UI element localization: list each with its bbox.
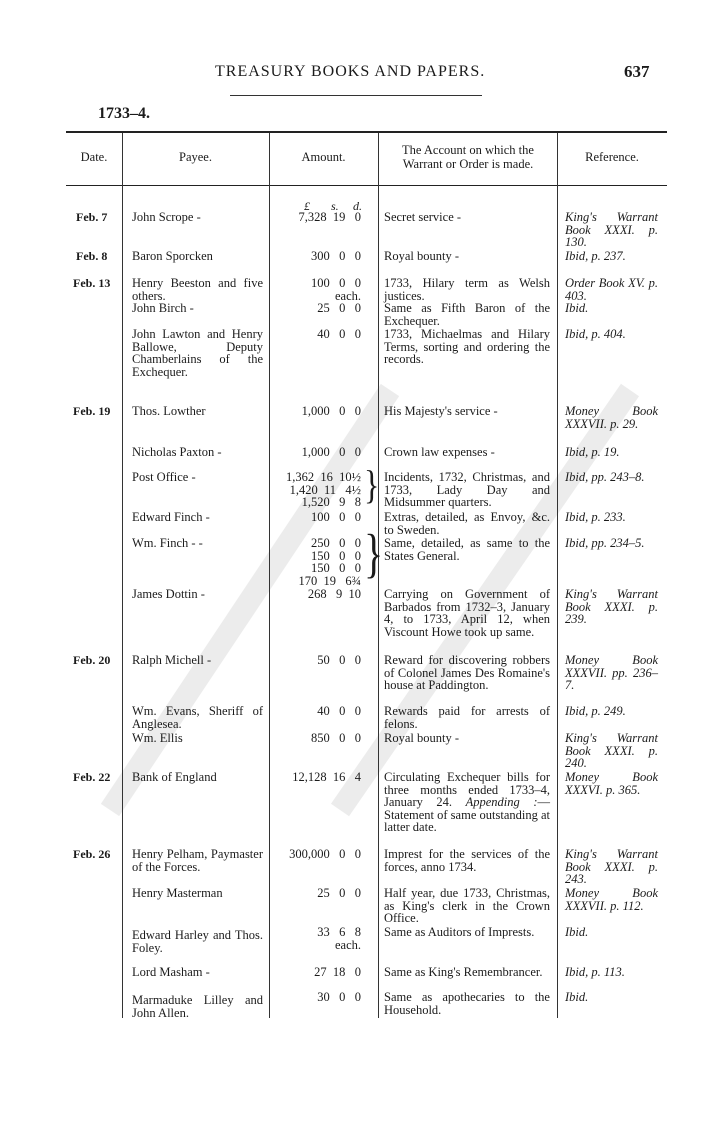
row-account: Same, detailed, as same to the States General. — [384, 536, 550, 563]
row-date: Feb. 7 — [76, 210, 108, 224]
row-account: Same as King's Remembrancer. — [384, 965, 543, 979]
row-reference: Ibid. — [565, 990, 589, 1004]
amount-brace-icon: } — [364, 522, 384, 584]
row-amount: 25 0 0 — [317, 886, 361, 900]
currency-pence: d. — [353, 199, 362, 213]
year-heading: 1733–4. — [98, 105, 150, 122]
row-amount: 1,000 0 0 — [301, 404, 361, 418]
row-reference: Ibid, p. 404. — [565, 327, 626, 341]
row-account: 1733, Hilary term as Welsh justices. — [384, 276, 550, 303]
page-number: 637 — [624, 62, 650, 81]
row-account: Reward for discovering robbers of Colonel James Des Romaine's house at Paddington. — [384, 653, 550, 692]
column-header-payee: Payee. — [179, 150, 212, 164]
table-top-rule — [66, 131, 667, 133]
column-divider — [557, 133, 558, 1018]
row-amount: 850 0 0 — [311, 731, 361, 745]
row-account: Secret service - — [384, 210, 462, 224]
row-amount: 300 0 0 — [311, 249, 361, 263]
running-title: TREASURY BOOKS AND PAPERS. — [215, 63, 486, 80]
row-reference: Money Book XXXVII. pp. 236–7. — [565, 653, 658, 692]
row-account: Same as Fifth Baron of the Exchequer. — [384, 301, 550, 328]
row-payee: John Birch - — [132, 301, 194, 315]
row-account-main: Circulating Exchequer bills for three months ended 1733–4, January 24. — [384, 770, 550, 809]
row-amount: 12,128 16 4 — [292, 770, 361, 784]
row-account-appending-label: Appending : — [465, 795, 538, 809]
column-header-date: Date. — [80, 150, 108, 164]
currency-pounds: £ — [304, 199, 310, 213]
row-reference: King's Warrant Book XXXI. p. 243. — [565, 847, 658, 886]
column-header-reference: Reference. — [585, 150, 639, 164]
row-date: Feb. 26 — [73, 847, 111, 861]
row-payee: Edward Harley and Thos. Foley. — [132, 928, 263, 955]
row-reference: Ibid, p. 19. — [565, 445, 620, 459]
row-date: Feb. 22 — [73, 770, 111, 784]
row-payee: Wm. Evans, Sheriff of Anglesea. — [132, 704, 263, 731]
row-account: Carrying on Government of Barbados from 1732–3, January 4, to 1733, April 12, when Viscount Howe took up same. — [384, 587, 550, 639]
header-rule — [230, 95, 482, 96]
row-amount: 7,328 19 0 — [298, 210, 361, 224]
row-reference: Ibid. — [565, 925, 589, 939]
row-amount: 30 0 0 — [317, 990, 361, 1004]
row-date: Feb. 20 — [73, 653, 111, 667]
row-account: Same as Auditors of Imprests. — [384, 925, 535, 939]
row-payee: John Scrope - — [132, 210, 201, 224]
row-payee: Baron Sporcken — [132, 249, 213, 263]
row-amount: 50 0 0 — [317, 653, 361, 667]
table-header-rule — [66, 185, 667, 186]
row-amount: 250 0 0 150 0 0 150 0 0 170 19 6¾ — [298, 536, 361, 588]
row-account: Royal bounty - — [384, 731, 459, 745]
row-payee: Bank of England — [132, 770, 217, 784]
row-amount: 1,000 0 0 — [301, 445, 361, 459]
row-amount: 40 0 0 — [317, 704, 361, 718]
row-payee: Henry Beeston and five others. — [132, 276, 263, 303]
row-amount: 100 0 0 each. — [311, 276, 361, 303]
row-account — [384, 771, 550, 834]
column-divider — [122, 133, 123, 1018]
row-amount: 300,000 0 0 — [289, 847, 361, 861]
row-account: Extras, detailed, as Envoy, &c. to Sweden. — [384, 510, 550, 537]
row-payee: Lord Masham - — [132, 965, 210, 979]
column-divider — [269, 133, 270, 1018]
row-account: Royal bounty - — [384, 249, 459, 263]
row-account: Same as apothecaries to the Household. — [384, 990, 550, 1017]
row-reference: Ibid, pp. 243–8. — [565, 470, 645, 484]
row-payee: Nicholas Paxton - — [132, 445, 222, 459]
column-header-account: The Account on which the Warrant or Order is made. — [402, 143, 534, 171]
row-amount: 40 0 0 — [317, 327, 361, 341]
row-reference: Ibid. — [565, 301, 589, 315]
row-account: 1733, Michaelmas and Hilary Terms, sorting and ordering the records. — [384, 327, 550, 366]
row-payee: Wm. Ellis — [132, 731, 183, 745]
row-date: Feb. 13 — [73, 276, 111, 290]
row-reference: Ibid, p. 237. — [565, 249, 626, 263]
row-reference: Ibid, p. 233. — [565, 510, 626, 524]
row-payee: Henry Pelham, Paymaster of the Forces. — [132, 847, 263, 874]
row-amount: 27 18 0 — [314, 965, 361, 979]
row-account: His Majesty's service - — [384, 404, 498, 418]
row-amount: 33 6 8 each. — [317, 925, 361, 952]
row-reference: Money Book XXXVII. p. 29. — [565, 404, 658, 431]
row-payee: Post Office - — [132, 470, 196, 484]
row-amount: 1,362 16 10½ 1,420 11 4½ 1,520 9 8 — [286, 470, 361, 509]
row-payee: Ralph Michell - — [132, 653, 212, 667]
row-reference: Ibid, p. 249. — [565, 704, 626, 718]
row-reference: Money Book XXXVI. p. 365. — [565, 770, 658, 797]
row-account: Half year, due 1733, Christmas, as King's clerk in the Crown Office. — [384, 886, 550, 925]
row-amount: 268 9 10 — [307, 587, 361, 601]
row-payee: Edward Finch - — [132, 510, 210, 524]
column-header-amount: Amount. — [301, 150, 346, 164]
row-payee: John Lawton and Henry Ballowe, Deputy Chamberlains of the Exchequer. — [132, 327, 263, 379]
row-reference: Money Book XXXVII. p. 112. — [565, 886, 658, 913]
row-date: Feb. 19 — [73, 404, 111, 418]
row-reference: Ibid, pp. 234–5. — [565, 536, 645, 550]
row-payee: James Dottin - — [132, 587, 205, 601]
amount-brace-icon: } — [364, 461, 380, 507]
row-amount: 25 0 0 — [317, 301, 361, 315]
row-payee: Wm. Finch - - — [132, 536, 203, 550]
row-reference: Order Book XV. p. 403. — [565, 276, 658, 303]
row-payee: Marmaduke Lilley and John Allen. — [132, 993, 263, 1020]
row-payee: Thos. Lowther — [132, 404, 206, 418]
row-date: Feb. 8 — [76, 249, 108, 263]
row-account: Rewards paid for arrests of felons. — [384, 704, 550, 731]
row-reference: King's Warrant Book XXXI. p. 240. — [565, 731, 658, 770]
row-account: Incidents, 1732, Christmas, and 1733, Lady Day and Midsummer quarters. — [384, 470, 550, 509]
row-account: Imprest for the services of the forces, anno 1734. — [384, 847, 550, 874]
row-reference: King's Warrant Book XXXI. p. 239. — [565, 587, 658, 626]
row-account-appending-text: —Statement of same outstanding at latter date. — [384, 795, 551, 834]
row-reference: Ibid, p. 113. — [565, 965, 625, 979]
row-reference: King's Warrant Book XXXI. p. 130. — [565, 210, 658, 249]
currency-shillings: s. — [331, 199, 339, 213]
row-account: Crown law expenses - — [384, 445, 495, 459]
row-payee: Henry Masterman — [132, 886, 223, 900]
row-amount: 100 0 0 — [311, 510, 361, 524]
